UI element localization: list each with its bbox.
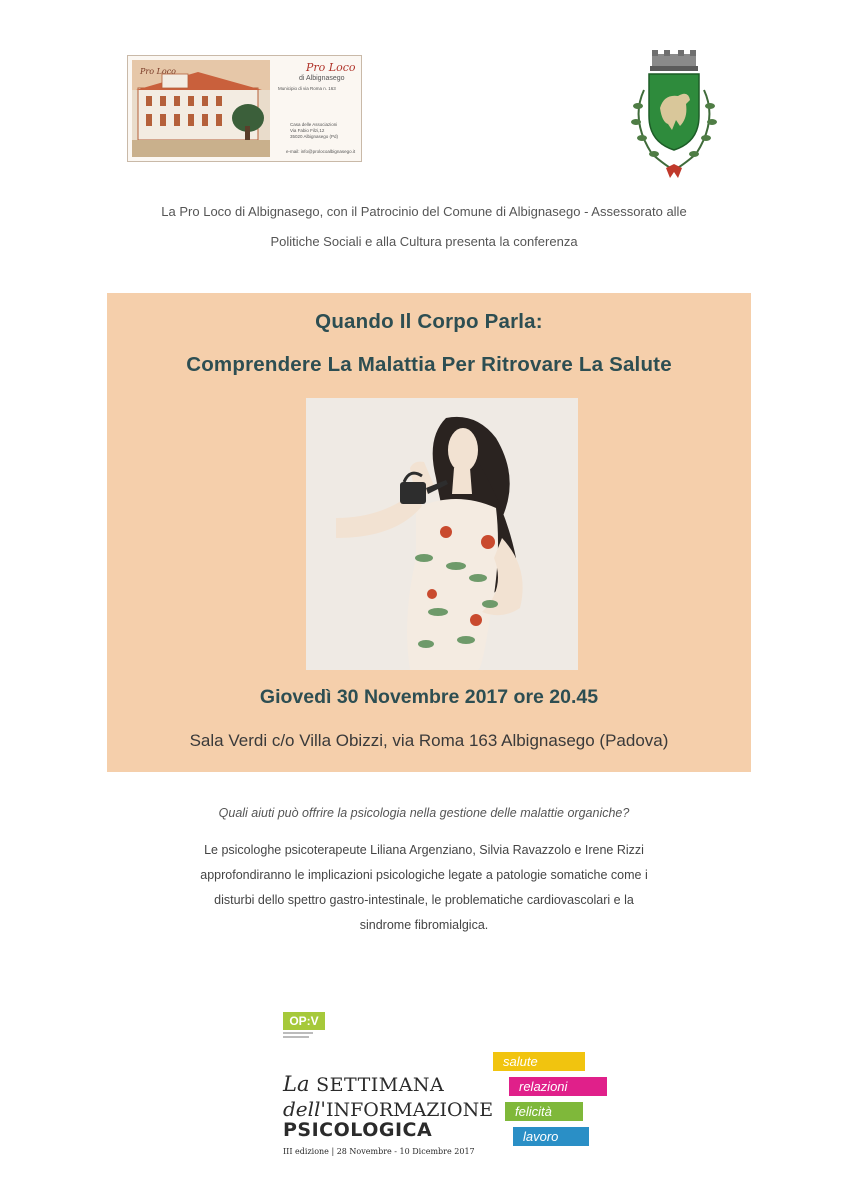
intro-line-2: Politiche Sociali e alla Cultura presenta la conferenza [270,234,578,249]
svg-text:Pro Loco: Pro Loco [140,67,176,76]
villa-illustration [132,60,270,157]
settimana-line-3: PSICOLOGICA [283,1119,433,1141]
tag-salute: salute [493,1052,585,1071]
tag-relazioni: relazioni [509,1077,607,1096]
settimana-line-2: dell'INFORMAZIONE [283,1097,494,1121]
keyword-tags [487,1050,597,1160]
proloco-address: Casa delle Associazioni Via Fabio Filzi,12 35020 Albignasego (Pd) [290,122,339,139]
tag-felicita: felicità [505,1102,583,1121]
woman-watering-flowers-illustration [306,398,578,670]
proloco-email: e-mail: info@prolocoalbignasego.it [286,149,356,154]
paragraph-line-1: Le psicologhe psicoterapeute Liliana Argenziano, Silvia Ravazzolo e Irene Rizzi [204,843,644,857]
settimana-edition: III edizione | 28 Novembre - 10 Dicembre 2017 [283,1147,475,1156]
paragraph-line-2: approfondiranno le implicazioni psicologiche legate a patologie somatiche come i [200,868,648,882]
tag-lavoro: lavoro [513,1127,589,1146]
proloco-subtitle: di Albignasego [299,75,345,82]
intro-line-1: La Pro Loco di Albignasego, con il Patrocinio del Comune di Albignasego - Assessorato alle [161,204,687,219]
proloco-municipio: Municipio di via Roma n. 163 [278,86,336,91]
paragraph-line-3: disturbi dello spettro gastro-intestinale, le problematiche cardiovascolari e la [214,893,634,907]
proloco-card [127,55,362,162]
settimana-line-1: La SETTIMANA [283,1072,445,1096]
event-venue: Sala Verdi c/o Villa Obizzi, via Roma 163 Albignasego (Padova) [189,731,669,750]
coat-of-arms-icon [622,50,726,180]
paragraph-line-4: sindrome fibromialgica. [359,918,489,932]
oppv-logo: OP:V [283,1012,325,1042]
question-text: Quali aiuti può offrire la psicologia nella gestione delle malattie organiche? [218,806,630,820]
event-title-line-2: Comprendere La Malattia Per Ritrovare La Salute [186,353,672,376]
event-date: Giovedì 30 Novembre 2017 ore 20.45 [259,686,599,708]
event-title-line-1: Quando Il Corpo Parla: [315,310,543,333]
proloco-title: Pro Loco [306,61,356,74]
